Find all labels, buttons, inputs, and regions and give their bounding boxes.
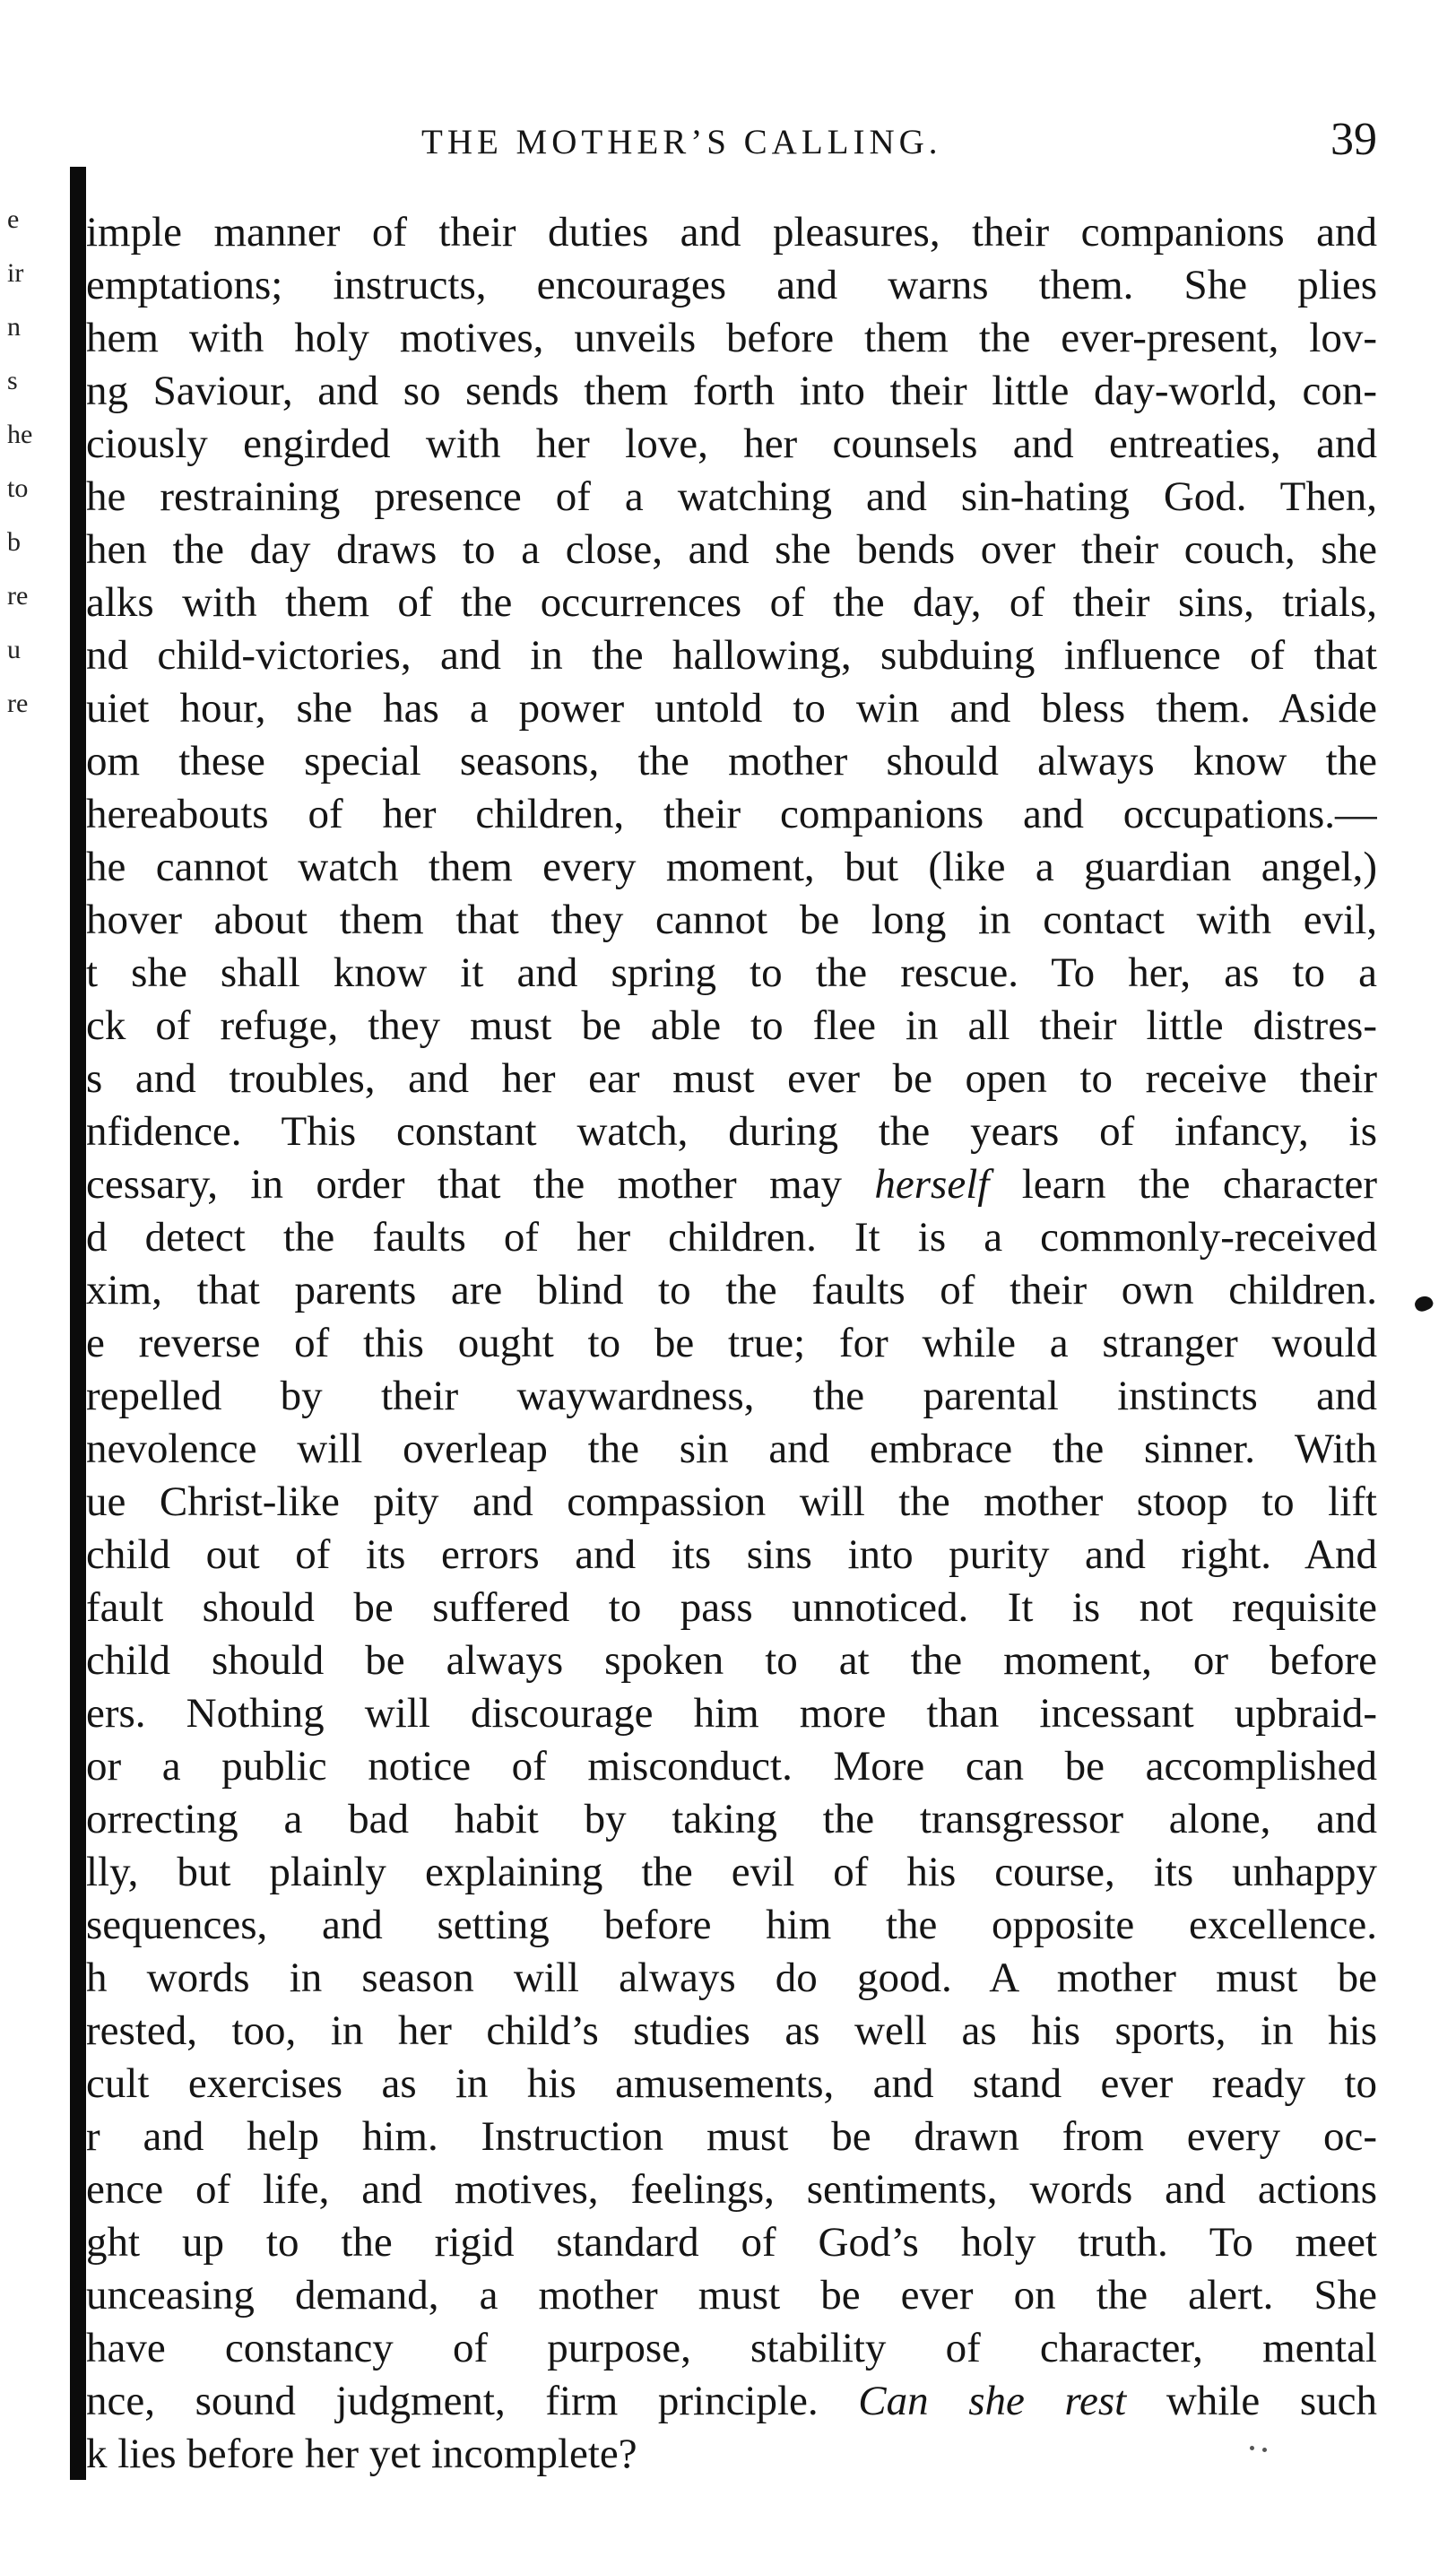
text-line: ue Christ-like pity and compassion will the mother stoop to lift — [86, 1478, 1377, 1525]
edge-fragment: re — [7, 583, 29, 610]
edge-fragment: he — [7, 421, 33, 448]
ink-speck — [1262, 2448, 1267, 2452]
text-line: repelled by their waywardness, the parental instincts and — [86, 1373, 1377, 1419]
text-line: or a public notice of misconduct. More can be accomplished — [86, 1743, 1377, 1790]
text-line: hem with holy motives, unveils before them the ever-present, lov- — [86, 315, 1377, 361]
text-line: fault should be suffered to pass unnoticed. It is not requisite — [86, 1584, 1377, 1631]
ink-speck — [1250, 2446, 1254, 2450]
edge-fragment: ir — [7, 260, 24, 287]
text-line: lly, but plainly explaining the evil of his course, its unhappy — [86, 1849, 1377, 1895]
text-line: t she shall know it and spring to the rescue. To her, as to a — [86, 949, 1377, 996]
text-line: k lies before her yet incomplete? — [86, 2431, 637, 2477]
edge-fragment: s — [7, 368, 18, 394]
text-line: rested, too, in her child’s studies as well as his sports, in his — [86, 2007, 1377, 2054]
text-line: child should be always spoken to at the moment, or before — [86, 1637, 1377, 1684]
text-line: orrecting a bad habit by taking the transgressor alone, and — [86, 1796, 1377, 1842]
text-line: uiet hour, she has a power untold to win and bless them. Aside — [86, 685, 1377, 732]
text-line: hereabouts of her children, their companions and occupations.— — [86, 791, 1377, 837]
text-line: child out of its errors and its sins into purity and right. And — [86, 1531, 1377, 1578]
text-line: ng Saviour, and so sends them forth into their little day-world, con- — [86, 368, 1377, 414]
edge-fragment: u — [7, 637, 21, 663]
edge-fragment: re — [7, 690, 29, 717]
text-line: s and troubles, and her ear must ever be open to receive their — [86, 1055, 1377, 1102]
text-line: d detect the faults of her children. It is a commonly-received — [86, 1214, 1377, 1261]
running-head-title: THE MOTHER’S CALLING. — [421, 123, 942, 161]
text-line: alks with them of the occurrences of the day, of their sins, trials, — [86, 579, 1377, 626]
ink-blot-mark — [1413, 1294, 1435, 1314]
edge-fragment: b — [7, 529, 21, 556]
text-line: he cannot watch them every moment, but (like a guardian angel,) — [86, 844, 1377, 890]
page-number: 39 — [1330, 114, 1377, 165]
emphasis: Can she rest — [858, 2378, 1127, 2424]
text-line: unceasing demand, a mother must be ever on the alert. She — [86, 2272, 1377, 2319]
adjacent-page-edge-fragments — [0, 206, 54, 1013]
text-line: he restraining presence of a watching and sin-hating God. Then, — [86, 473, 1377, 520]
text-line: h words in season will always do good. A mother must be — [86, 1955, 1377, 2001]
text-line: have constancy of purpose, stability of character, mental — [86, 2325, 1377, 2371]
text-line: hen the day draws to a close, and she bends over their couch, she — [86, 526, 1377, 573]
text-line: xim, that parents are blind to the faults of their own children. — [86, 1267, 1377, 1313]
text-line: ck of refuge, they must be able to flee in all their little distres- — [86, 1002, 1377, 1049]
text-line: ght up to the rigid standard of God’s holy truth. To meet — [86, 2219, 1377, 2266]
text-line: sequences, and setting before him the opposite excellence. — [86, 1902, 1377, 1948]
edge-fragment: to — [7, 475, 29, 502]
text-line: nfidence. This constant watch, during the years of infancy, is — [86, 1108, 1377, 1155]
text-line: hover about them that they cannot be long in contact with evil, — [86, 897, 1377, 943]
text-line: ers. Nothing will discourage him more than incessant upbraid- — [86, 1690, 1377, 1737]
text-line: cult exercises as in his amusements, and stand ever ready to — [86, 2060, 1377, 2107]
text-line: emptations; instructs, encourages and warns them. She plies — [86, 262, 1377, 308]
edge-fragment: n — [7, 314, 21, 341]
text-line: nevolence will overleap the sin and embrace the sinner. With — [86, 1426, 1377, 1472]
text-line: nd child-victories, and in the hallowing, subduing influence of that — [86, 632, 1377, 679]
text-line: imple manner of their duties and pleasures, their companions and — [86, 209, 1377, 256]
text-line: r and help him. Instruction must be drawn from every oc- — [86, 2113, 1377, 2160]
text-line: nce, sound judgment, firm principle. Can she rest while such — [86, 2378, 1377, 2424]
binding-gutter-shadow — [70, 167, 86, 2480]
edge-fragment: e — [7, 206, 20, 233]
emphasis: herself — [874, 1161, 990, 1208]
text-line: ence of life, and motives, feelings, sentiments, words and actions — [86, 2166, 1377, 2213]
text-line: ciously engirded with her love, her counsels and entreaties, and — [86, 420, 1377, 467]
text-line: e reverse of this ought to be true; for while a stranger would — [86, 1320, 1377, 1366]
text-line: cessary, in order that the mother may herself learn the character — [86, 1161, 1377, 1208]
body-text — [86, 206, 1377, 2481]
text-line: om these special seasons, the mother should always know the — [86, 738, 1377, 784]
